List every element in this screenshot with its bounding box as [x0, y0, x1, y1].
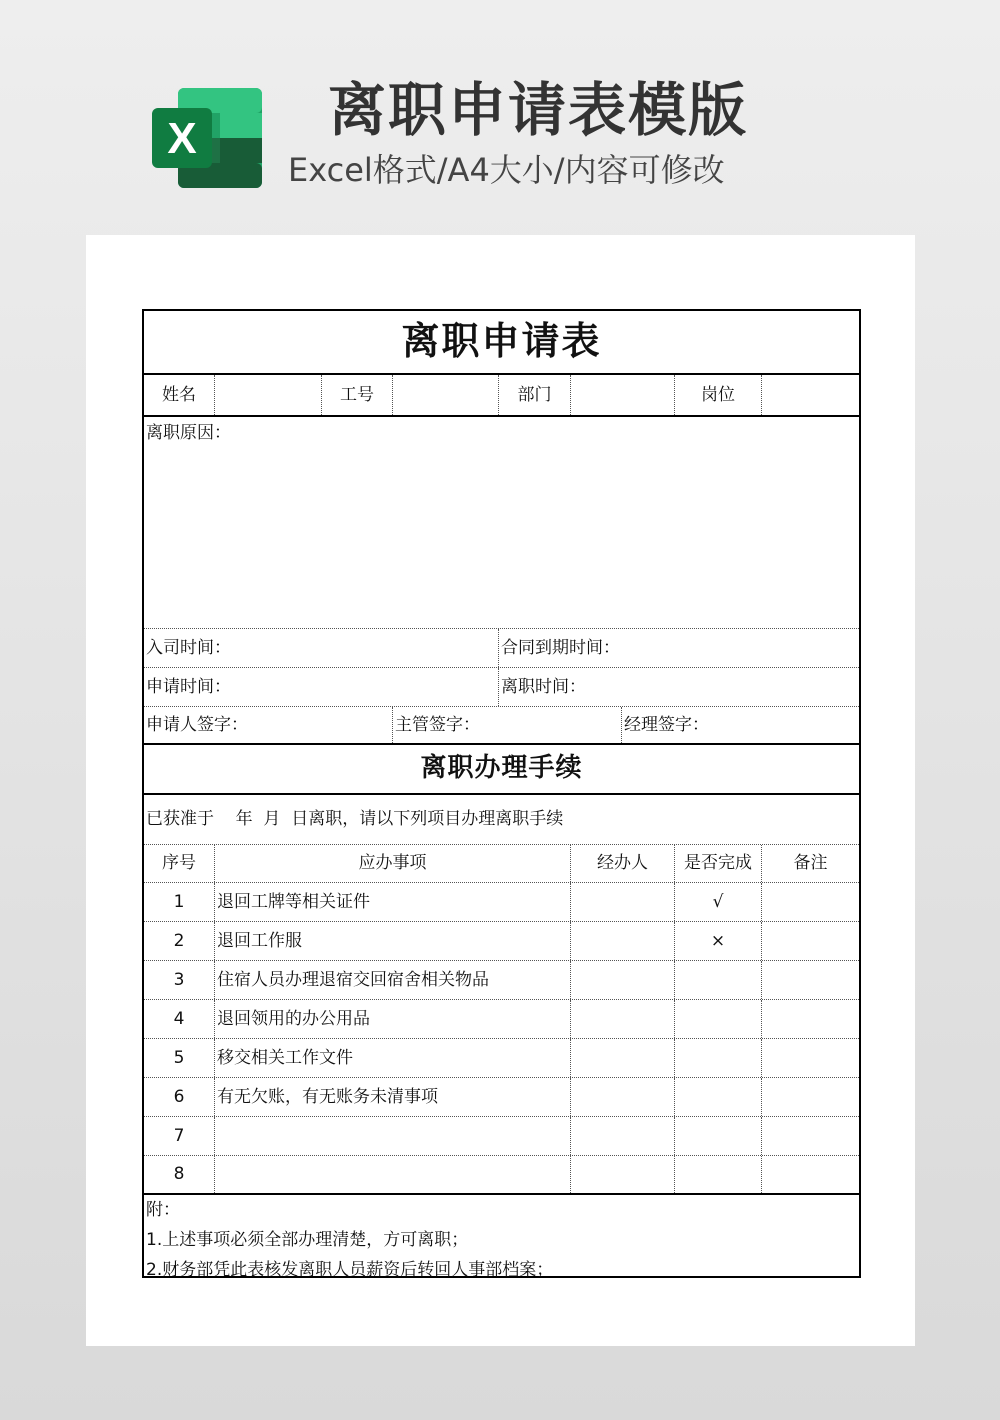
row-item: 有无欠账，有无账务未清事项 — [214, 1078, 570, 1116]
row-item: 住宿人员办理退宿交回宿舍相关物品 — [214, 961, 570, 999]
reason-row — [144, 417, 859, 629]
row-handler[interactable] — [570, 922, 674, 960]
leave-date-label[interactable]: 离职时间： — [498, 668, 859, 706]
applicant-sign-label[interactable]: 申请人签字： — [146, 714, 248, 735]
table-row — [144, 1039, 859, 1078]
dept-label: 部门 — [498, 375, 570, 415]
reason-label[interactable]: 离职原因： — [146, 423, 231, 443]
row-remark[interactable] — [761, 922, 859, 960]
row-no: 8 — [173, 1164, 185, 1185]
row-handler[interactable] — [570, 1000, 674, 1038]
header-no: 序号 — [162, 853, 196, 874]
id-field[interactable] — [392, 375, 498, 415]
row-no: 5 — [173, 1047, 185, 1068]
name-label: 姓名 — [162, 384, 196, 405]
form-title-row — [144, 311, 859, 375]
row-remark[interactable] — [761, 1117, 859, 1155]
row-done[interactable]: × — [674, 922, 761, 960]
row-item: 退回领用的办公用品 — [214, 1000, 570, 1038]
info-row — [144, 375, 859, 417]
table-row — [144, 961, 859, 1000]
join-date-row — [144, 629, 859, 668]
row-done[interactable] — [674, 1156, 761, 1193]
row-done[interactable] — [674, 1039, 761, 1077]
row-handler[interactable] — [570, 961, 674, 999]
note-item: 2.财务部凭此表核发离职人员薪资后转回人事部档案； — [146, 1260, 554, 1280]
table-row — [144, 922, 859, 961]
notes-section — [144, 1195, 859, 1285]
header-item: 应办事项 — [214, 845, 570, 882]
table-row — [144, 1117, 859, 1156]
row-item: 移交相关工作文件 — [214, 1039, 570, 1077]
row-item[interactable] — [214, 1117, 570, 1155]
notes-title: 附： — [146, 1200, 180, 1220]
header-done: 是否完成 — [674, 845, 761, 882]
row-handler[interactable] — [570, 883, 674, 921]
id-label: 工号 — [321, 375, 392, 415]
row-remark[interactable] — [761, 1156, 859, 1193]
manager-sign-label[interactable]: 经理签字： — [621, 707, 859, 743]
excel-icon — [152, 88, 264, 188]
header-remark: 备注 — [761, 845, 859, 882]
row-remark[interactable] — [761, 1000, 859, 1038]
row-handler[interactable] — [570, 1078, 674, 1116]
approval-text: 已获准于 年 月 日离职，请以下列项目办理离职手续 — [146, 809, 564, 830]
table-row — [144, 1000, 859, 1039]
row-no: 7 — [173, 1125, 185, 1146]
name-field[interactable] — [214, 375, 321, 415]
row-done[interactable] — [674, 1117, 761, 1155]
row-handler[interactable] — [570, 1117, 674, 1155]
signature-row — [144, 707, 859, 745]
banner-title: 离职申请表模版 — [328, 76, 749, 144]
resignation-form — [142, 309, 861, 1278]
supervisor-sign-label[interactable]: 主管签字： — [392, 707, 621, 743]
post-field[interactable] — [761, 375, 859, 415]
table-header-row — [144, 845, 859, 883]
row-done[interactable] — [674, 1000, 761, 1038]
row-no: 4 — [173, 1008, 185, 1029]
row-item[interactable] — [214, 1156, 570, 1193]
row-handler[interactable] — [570, 1039, 674, 1077]
row-handler[interactable] — [570, 1156, 674, 1193]
apply-date-label[interactable]: 申请时间： — [146, 676, 231, 697]
join-date-label[interactable]: 入司时间： — [146, 637, 231, 658]
row-no: 1 — [173, 891, 185, 912]
banner — [0, 0, 1000, 235]
logo-letter: X — [167, 114, 197, 163]
row-done[interactable] — [674, 961, 761, 999]
table-row — [144, 1078, 859, 1117]
row-done[interactable]: √ — [674, 883, 761, 921]
row-no: 2 — [173, 930, 185, 951]
row-item: 退回工牌等相关证件 — [214, 883, 570, 921]
row-remark[interactable] — [761, 883, 859, 921]
table-row — [144, 883, 859, 922]
contract-end-label[interactable]: 合同到期时间： — [498, 629, 859, 667]
row-done[interactable] — [674, 1078, 761, 1116]
procedures-title: 离职办理手续 — [420, 753, 583, 784]
apply-date-row — [144, 668, 859, 707]
row-no: 6 — [173, 1086, 185, 1107]
banner-subtitle: Excel格式/A4大小/内容可修改 — [288, 151, 725, 189]
form-title: 离职申请表 — [401, 319, 602, 364]
approval-row — [144, 795, 859, 845]
row-remark[interactable] — [761, 1039, 859, 1077]
procedures-title-row — [144, 745, 859, 795]
dept-field[interactable] — [570, 375, 674, 415]
row-remark[interactable] — [761, 1078, 859, 1116]
note-item: 1.上述事项必须全部办理清楚，方可离职； — [146, 1230, 469, 1250]
row-remark[interactable] — [761, 961, 859, 999]
row-no: 3 — [173, 969, 185, 990]
table-row — [144, 1156, 859, 1195]
row-item: 退回工作服 — [214, 922, 570, 960]
post-label: 岗位 — [674, 375, 761, 415]
header-handler: 经办人 — [570, 845, 674, 882]
